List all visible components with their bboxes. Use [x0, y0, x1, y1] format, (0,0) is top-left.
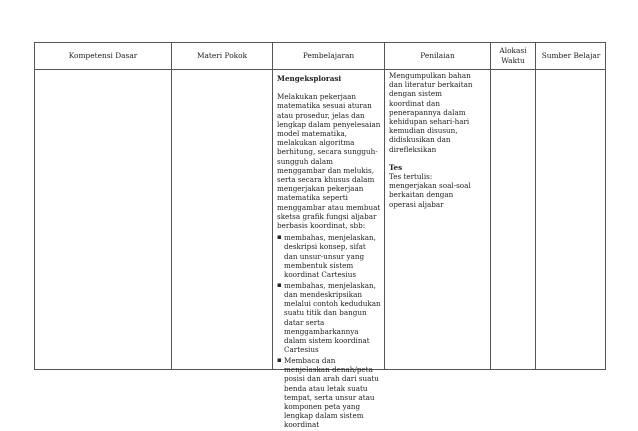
header-penilaian: Penilaian [420, 51, 455, 60]
pembelajaran-bullet-list [277, 233, 381, 429]
penilaian-tes-desc: mengerjakan soal-soal berkaitan dengan operasi aljabar [389, 181, 471, 209]
column-divider [535, 43, 536, 369]
header-kompetensi-dasar: Kompetensi Dasar [68, 51, 138, 60]
header-sumber-belajar: Sumber Belajar [541, 51, 601, 60]
column-divider [490, 43, 491, 369]
header-alokasi-waktu [491, 43, 535, 69]
penilaian-cell [389, 71, 479, 209]
header-pembelajaran: Pembelajaran [302, 51, 355, 60]
column-divider [272, 43, 273, 369]
pembelajaran-title: Mengeksplorasi [277, 74, 342, 83]
column-divider [384, 43, 385, 369]
syllabus-table [34, 42, 606, 430]
bullet-item: ▪ membahas, menjelaskan, dan mendeskripsikan melalui contoh kedudukan suatu titik dan bangun datar serta menggambarkannya dalam sistem koordinat Cartesius [277, 281, 381, 355]
column-divider [171, 43, 172, 369]
header-alokasi-waktu-label: Alokasi Waktu [499, 46, 527, 65]
header-materi-pokok: Materi Pokok [196, 51, 248, 60]
pembelajaran-cell [277, 74, 381, 431]
pembelajaran-intro: Melakukan pekerjaan matematika sesuai aturan atau prosedur, jelas dan lengkap dalam penyelesaian model matematika, melakukan algoritma berhitung, secara sungguh-sungguh dalam menggambar dan melukis, serta secara khusus dalam mengerjakan pekerjaan matematika seperti menggambar atau membuat sketsa grafik fungsi aljabar berbasis koordinat, sbb: [277, 92, 381, 231]
penilaian-observasi: Mengumpulkan bahan dan literatur berkaitan dengan sistem koordinat dan penerapannya dalam kehidupan sehari-hari kemudian disusun, didiskusikan dan direfleksikan [389, 71, 473, 154]
penilaian-tes-title: Tes [389, 162, 403, 172]
penilaian-tes-label: Tes tertulis: [389, 172, 433, 182]
header-divider [35, 69, 605, 70]
bullet-item: ▪ Membaca dan menjelaskan denah/peta posisi dan arah dari suatu benda atau letak suatu tempat, serta unsur atau komponen peta yang lengkap dalam sistem koordinat [277, 356, 381, 430]
bullet-item: ▪ membahas, menjelaskan, deskripsi konsep, sifat dan unsur-unsur yang membentuk sistem koordinat Cartesius [277, 233, 381, 279]
